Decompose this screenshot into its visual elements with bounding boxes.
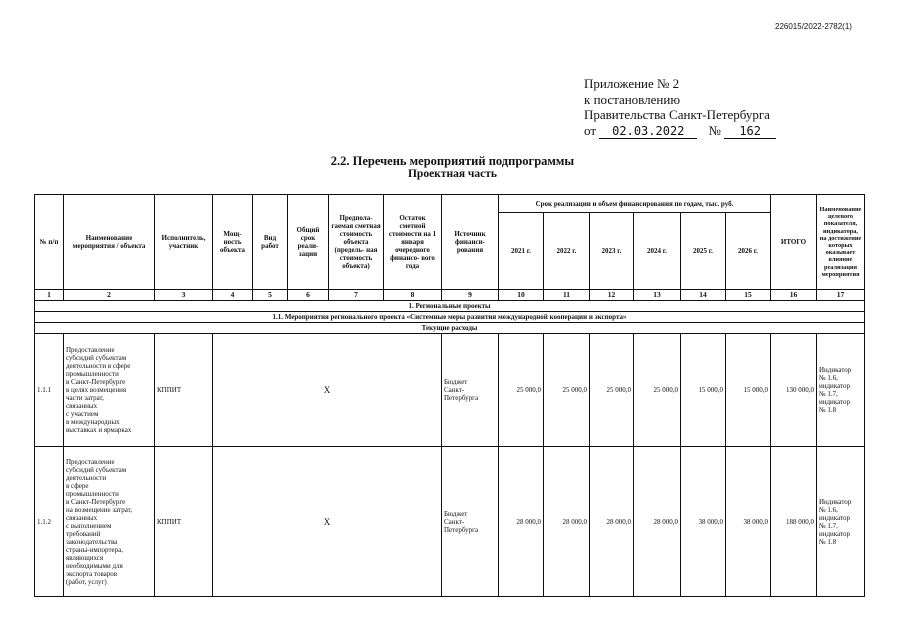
header-name: Наименование мероприятия / объекта [64, 195, 155, 290]
row-year-amount: 25 000,0 [590, 334, 634, 447]
activities-table [34, 194, 865, 597]
header-capacity: Мощ- ность объекта [213, 195, 253, 290]
row-number: 1.1.2 [35, 447, 64, 597]
header-year: 2022 г. [544, 213, 590, 290]
row-total: 188 000,0 [771, 447, 817, 597]
header-year: 2021 г. [499, 213, 544, 290]
page-subtitle: Проектная часть [407, 168, 497, 180]
section-regional-project-measures: 1.1. Мероприятия регионального проекта «Системные меры развития международной кооперации и экспорта» [35, 312, 865, 323]
row-year-amount: 15 000,0 [681, 334, 726, 447]
annex-from-label: от [584, 122, 597, 138]
row-funding-source: Бюджет Санкт- Петербурга [442, 334, 499, 447]
page-title: 2.2. Перечень мероприятий подпрограммы [330, 154, 575, 168]
header-year: 2025 г. [681, 213, 726, 290]
column-number: 14 [681, 290, 726, 301]
column-number: 4 [213, 290, 253, 301]
column-number: 8 [384, 290, 442, 301]
header-source: Источник финанси- рования [442, 195, 499, 290]
annex-line-3: Правительства Санкт-Петербурга [584, 107, 770, 122]
row-year-amount: 28 000,0 [544, 447, 590, 597]
header-cost: Предпола- гаемая сметная стоимость объекта (предель- ная стоимость объекта) [329, 195, 384, 290]
column-number: 10 [499, 290, 544, 301]
row-year-amount: 28 000,0 [634, 447, 681, 597]
annex-block [584, 76, 776, 139]
annex-date-line [584, 123, 776, 139]
row-year-amount: 38 000,0 [726, 447, 771, 597]
row-year-amount: 28 000,0 [499, 447, 544, 597]
header-num: № п/п [35, 195, 64, 290]
section-regional-projects: 1. Региональные проекты [35, 301, 865, 312]
row-executor: КППИТ [155, 447, 213, 597]
column-number: 17 [817, 290, 865, 301]
row-year-amount: 15 000,0 [726, 334, 771, 447]
header-remainder: Остаток сметной стоимости на 1 января очередного финансо- вого года [384, 195, 442, 290]
column-number: 7 [329, 290, 384, 301]
annex-line-1: Приложение № 2 [584, 76, 680, 91]
column-number: 13 [634, 290, 681, 301]
header-executor: Исполнитель, участник [155, 195, 213, 290]
row-funding-source: Бюджет Санкт- Петербурга [442, 447, 499, 597]
row-year-amount: 38 000,0 [681, 447, 726, 597]
table-row [35, 447, 865, 597]
table-row [35, 334, 865, 447]
document-registration-number: 226015/2022-2782(1) [775, 22, 852, 31]
header-indicator: Наименование целевого показателя, индикатора, на достижение которых оказывает влияние реализация мероприятия [817, 195, 865, 290]
row-year-amount: 28 000,0 [590, 447, 634, 597]
column-number: 1 [35, 290, 64, 301]
header-year: 2024 г. [634, 213, 681, 290]
row-indicator: Индикатор № 1.6, индикатор № 1.7, индикатор № 1.8 [817, 334, 865, 447]
row-indicator: Индикатор № 1.6, индикатор № 1.7, индикатор № 1.8 [817, 447, 865, 597]
row-executor: КППИТ [155, 334, 213, 447]
header-total: ИТОГО [771, 195, 817, 290]
annex-date: 02.03.2022 [599, 125, 697, 139]
row-merged-mark: Х [213, 447, 442, 597]
annex-number: 162 [724, 125, 776, 139]
column-number: 12 [590, 290, 634, 301]
row-number: 1.1.1 [35, 334, 64, 447]
column-number: 9 [442, 290, 499, 301]
annex-line-2: к постановлению [584, 91, 681, 107]
column-numbers-row [35, 290, 865, 301]
annex-number-label: № [708, 122, 721, 138]
header-year: 2026 г. [726, 213, 771, 290]
header-period: Срок реализации и объем финансирования по годам, тыс. руб. [499, 195, 771, 213]
column-number: 11 [544, 290, 590, 301]
row-total: 130 000,0 [771, 334, 817, 447]
column-number: 16 [771, 290, 817, 301]
row-activity-name: Предоставление субсидий субъектам деятельности в сфере промышленности в Санкт-Петербурге на возмещение затрат, связанных с выполнением требований законодательства страны-импортера, являющихся необходимыми для экспорта товаров (работ, услуг) [64, 447, 155, 597]
header-term: Общий срок реали- зации [288, 195, 329, 290]
header-year: 2023 г. [590, 213, 634, 290]
row-merged-mark: Х [213, 334, 442, 447]
row-year-amount: 25 000,0 [499, 334, 544, 447]
column-number: 6 [288, 290, 329, 301]
row-year-amount: 25 000,0 [634, 334, 681, 447]
column-number: 3 [155, 290, 213, 301]
row-activity-name: Предоставление субсидий субъектам деятельности в сфере промышленности в Санкт-Петербурге в целях возмещения части затрат, связанных с участием в международных выставках и ярмарках [64, 334, 155, 447]
column-number: 2 [64, 290, 155, 301]
column-number: 15 [726, 290, 771, 301]
section-current-expenses: Текущие расходы [35, 323, 865, 334]
row-year-amount: 25 000,0 [544, 334, 590, 447]
header-work-type: Вид работ [253, 195, 288, 290]
column-number: 5 [253, 290, 288, 301]
